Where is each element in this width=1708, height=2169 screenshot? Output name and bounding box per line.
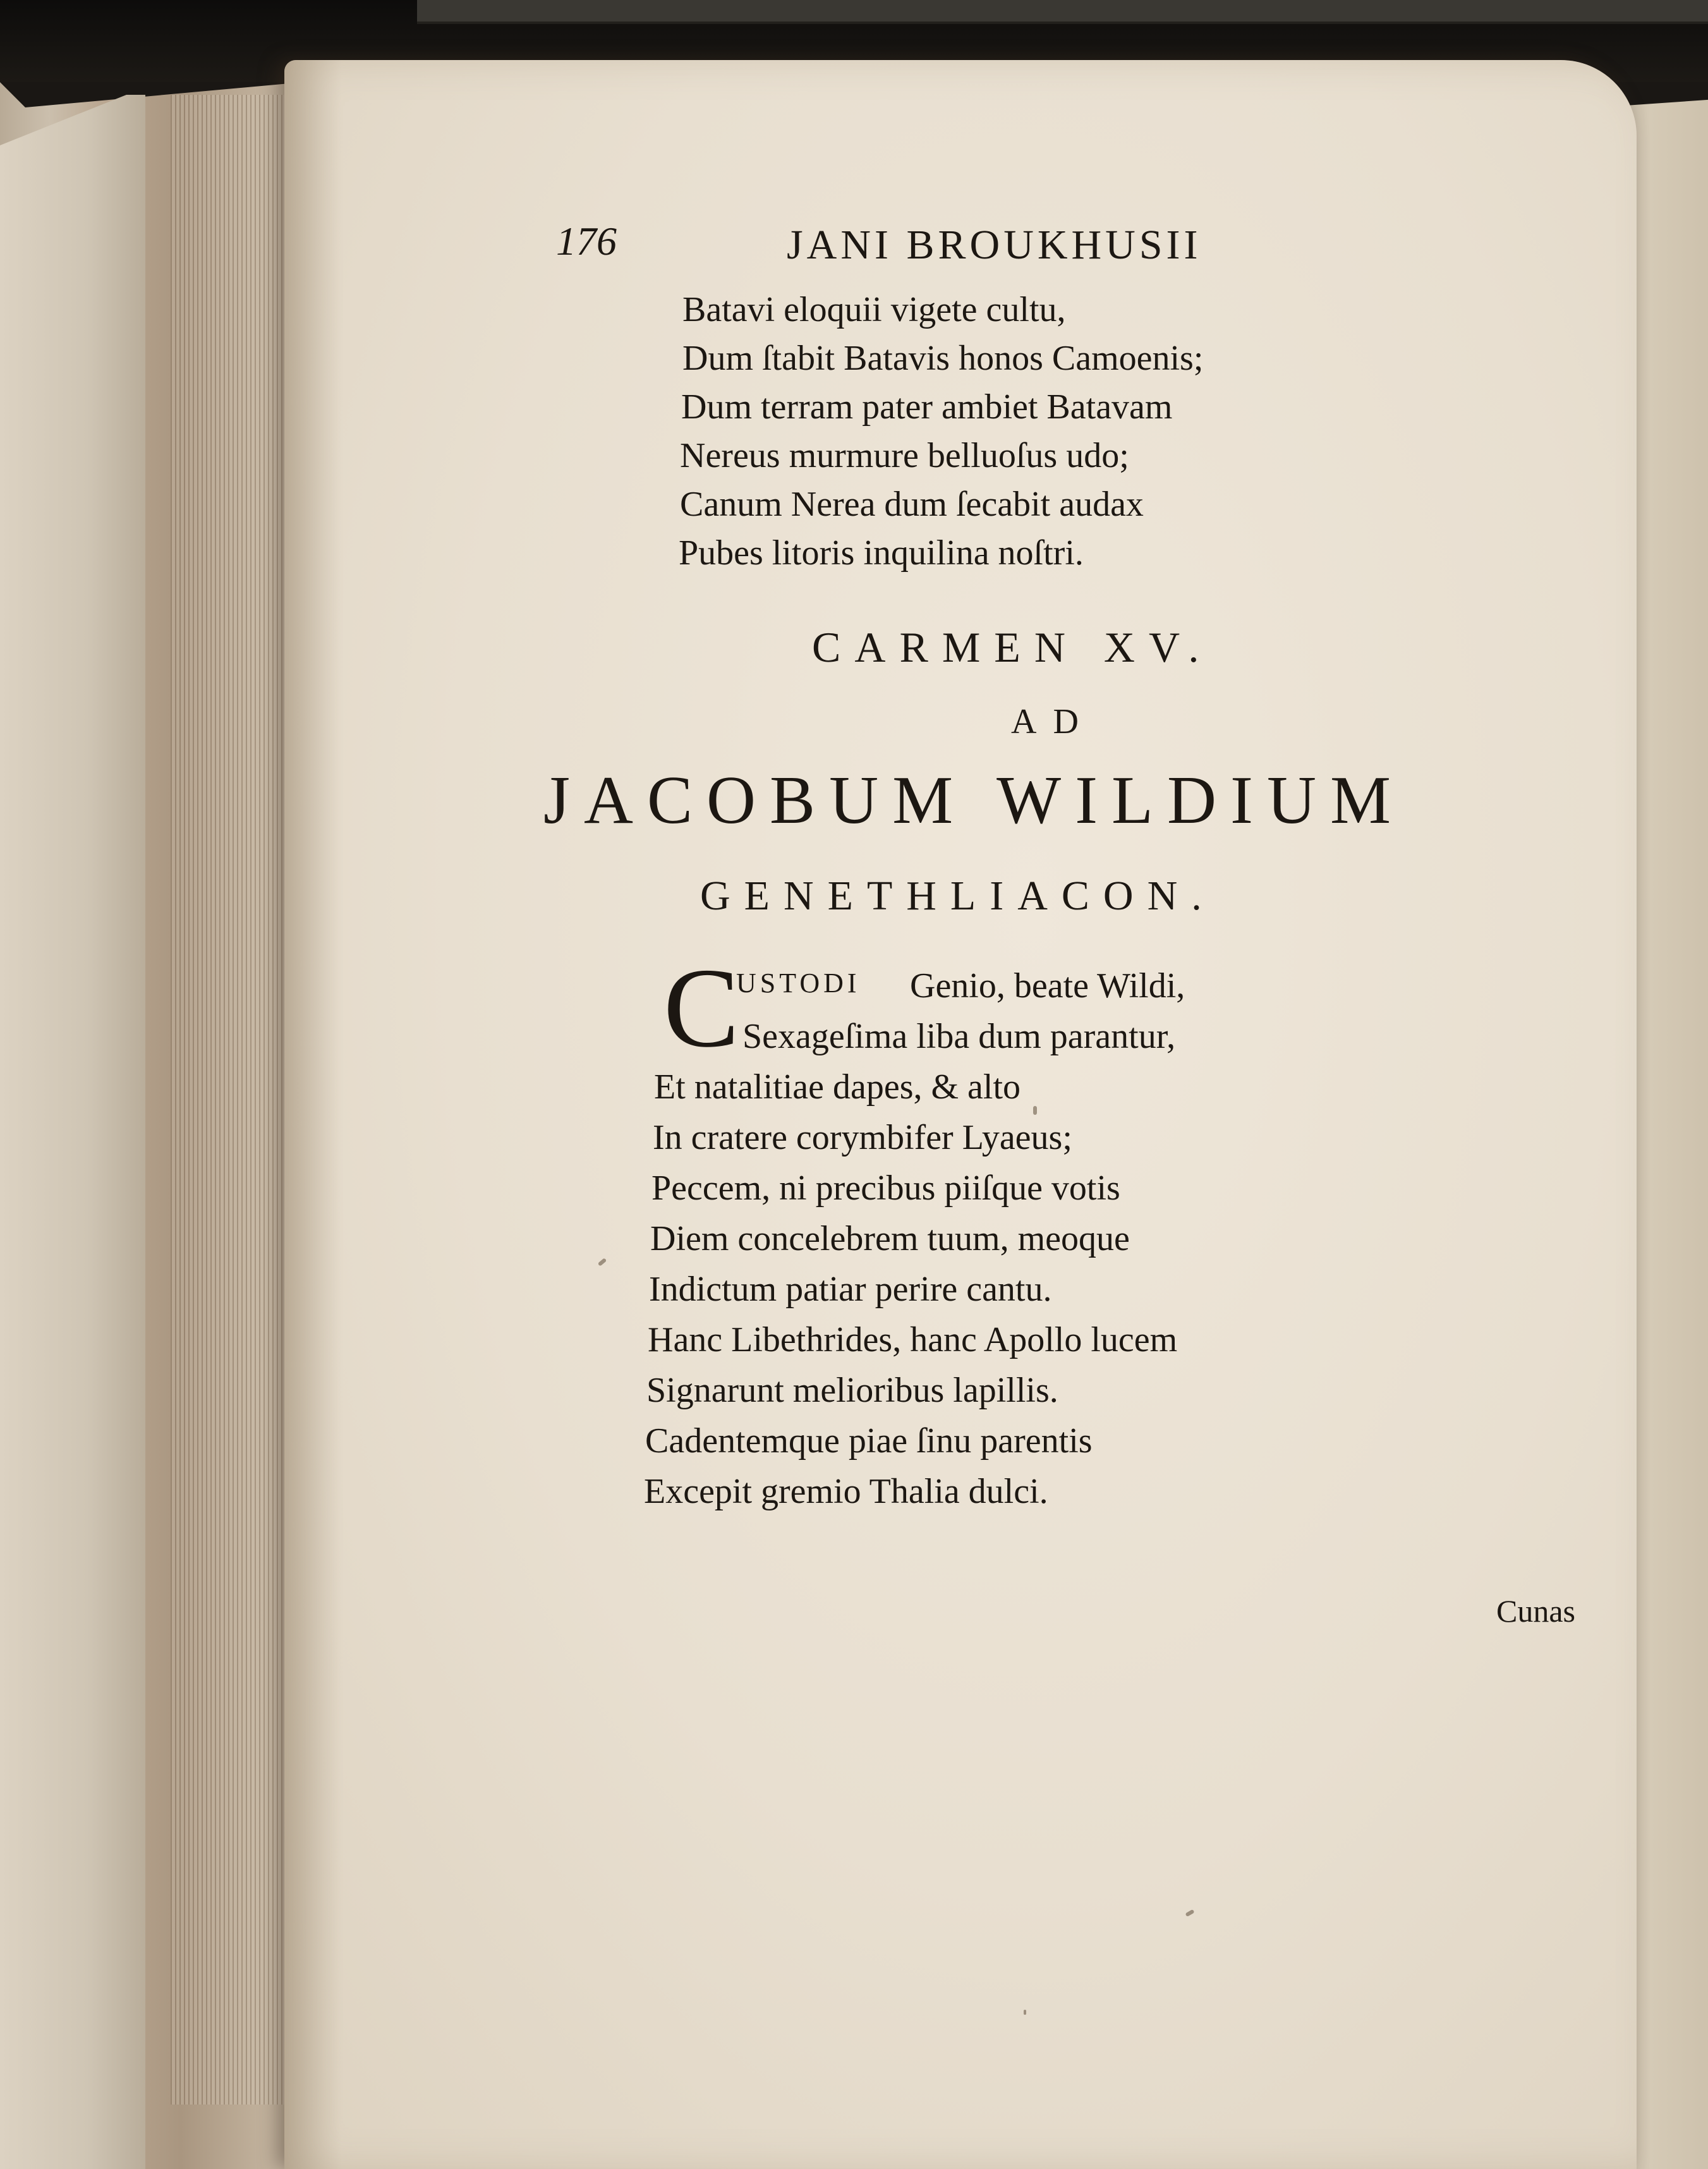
table-edge	[417, 0, 1708, 24]
verse-line: Dum ſtabit Batavis honos Camoenis;	[682, 339, 1204, 378]
verse-line: Pubes litoris inquilina noſtri.	[679, 533, 1084, 573]
page-stack-edges	[171, 95, 297, 2105]
poem-addressee: JACOBUM WILDIUM	[543, 763, 1405, 838]
verse-line: Batavi eloquii vigete cultu,	[682, 290, 1066, 329]
verse-line: Indictum patiar perire cantu.	[649, 1270, 1052, 1309]
verse-line: Cadentemque piae ſinu parentis	[645, 1421, 1093, 1461]
verse-line: Et natalitiae dapes, & alto	[654, 1067, 1021, 1107]
verse-line: Diem concelebrem tuum, meoque	[650, 1219, 1130, 1258]
verse-line: Nereus murmure belluoſus udo;	[680, 436, 1129, 475]
paper-speck	[1033, 1106, 1037, 1115]
verse-line: Signarunt melioribus lapillis.	[646, 1371, 1058, 1410]
verse-line: Genio, beate Wildi,	[910, 966, 1185, 1006]
book-cover-edge	[0, 95, 145, 2169]
verse-line: In cratere corymbifer Lyaeus;	[653, 1118, 1072, 1157]
gutter-shadow	[284, 60, 341, 2169]
verse-line: Dum terram pater ambiet Batavam	[681, 387, 1173, 427]
running-head: JANI BROUKHUSII	[787, 222, 1202, 268]
paper-speck	[1024, 2010, 1026, 2015]
poem-genre: GENETHLIACON.	[700, 873, 1216, 919]
poem-number-heading: CARMEN XV.	[812, 623, 1213, 671]
verse-line: Excepit gremio Thalia dulci.	[644, 1472, 1048, 1511]
verse-line: Canum Nerea dum ſecabit audax	[680, 485, 1144, 524]
verse-line: Peccem, ni precibus piiſque votis	[651, 1169, 1120, 1208]
catchword: Cunas	[1496, 1593, 1575, 1629]
verse-line: Sexageſima liba dum parantur,	[742, 1017, 1176, 1056]
dedication-ad: AD	[1011, 702, 1095, 741]
drop-cap: C	[663, 945, 740, 1071]
verse-line: Hanc Libethrides, hanc Apollo lucem	[648, 1320, 1178, 1359]
page-number: 176	[556, 219, 617, 264]
first-word-small-caps: USTODI	[736, 968, 861, 999]
